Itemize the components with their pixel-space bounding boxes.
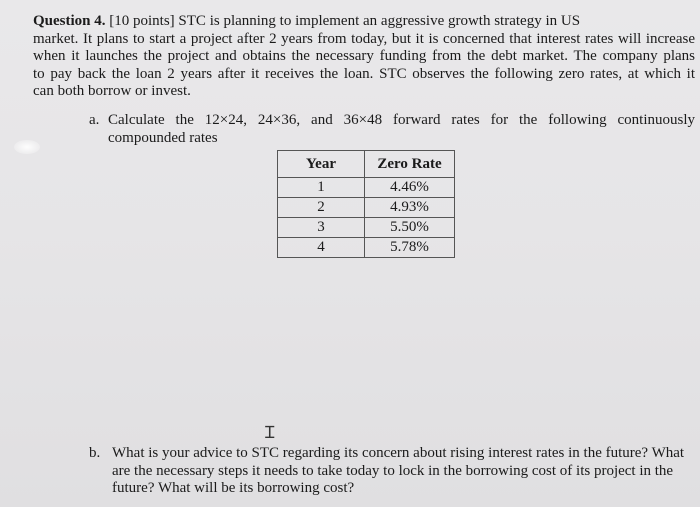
table-row	[278, 238, 455, 258]
question-text	[33, 13, 695, 101]
year-cell: 3	[278, 218, 365, 238]
part-a	[89, 112, 695, 147]
year-cell: 4	[278, 238, 365, 258]
year-cell: 1	[278, 178, 365, 198]
question-number: Question 4.	[33, 13, 106, 29]
part-a-text	[108, 112, 695, 147]
question-line-3: when it launches the project and obtains the necessary funding from the debt market. The company plans	[33, 48, 695, 64]
zero-rate-cell: 4.93%	[365, 198, 455, 218]
question-line-5: can both borrow or invest.	[33, 83, 191, 99]
zero-rates-table	[277, 150, 455, 258]
part-a-line-2: compounded rates	[108, 129, 218, 146]
question-line-1	[33, 13, 695, 31]
part-a-line-1: Calculate the 12×24, 24×36, and 36×48 forward rates for the following continuously	[108, 112, 695, 128]
table-row	[278, 218, 455, 238]
year-cell: 2	[278, 198, 365, 218]
part-b-marker: b.	[89, 445, 101, 461]
light-glare	[14, 140, 40, 154]
part-a-marker: a.	[89, 112, 100, 128]
header-year: Year	[278, 151, 365, 178]
part-b-text	[112, 445, 695, 498]
part-b-line-3: future? What will be its borrowing cost?	[112, 480, 355, 496]
question-line-1-text: [10 points] STC is planning to implement an aggressive growth strategy in US	[109, 13, 581, 29]
zero-rate-cell: 5.78%	[365, 238, 455, 258]
table-row	[278, 198, 455, 218]
table-header-row	[278, 151, 455, 178]
question-line-4: to pay back the loan 2 years after it receives the loan. STC observes the following zero rates, at which it	[33, 65, 695, 82]
text-cursor-icon: Ɪ	[265, 423, 275, 443]
part-b-line-2: are the necessary steps it needs to take today to lock in the borrowing cost of its project in the	[112, 462, 674, 479]
zero-rate-cell: 5.50%	[365, 218, 455, 238]
zero-rate-cell: 4.46%	[365, 178, 455, 198]
table-row	[278, 178, 455, 198]
part-b	[89, 445, 695, 498]
part-b-line-1: What is your advice to STC regarding its concern about rising interest rates in the future? What	[112, 445, 685, 461]
question-line-2: market. It plans to start a project after 2 years from today, but it is concerned that interest rates will increase	[33, 30, 695, 47]
header-zero-rate: Zero Rate	[365, 151, 455, 178]
